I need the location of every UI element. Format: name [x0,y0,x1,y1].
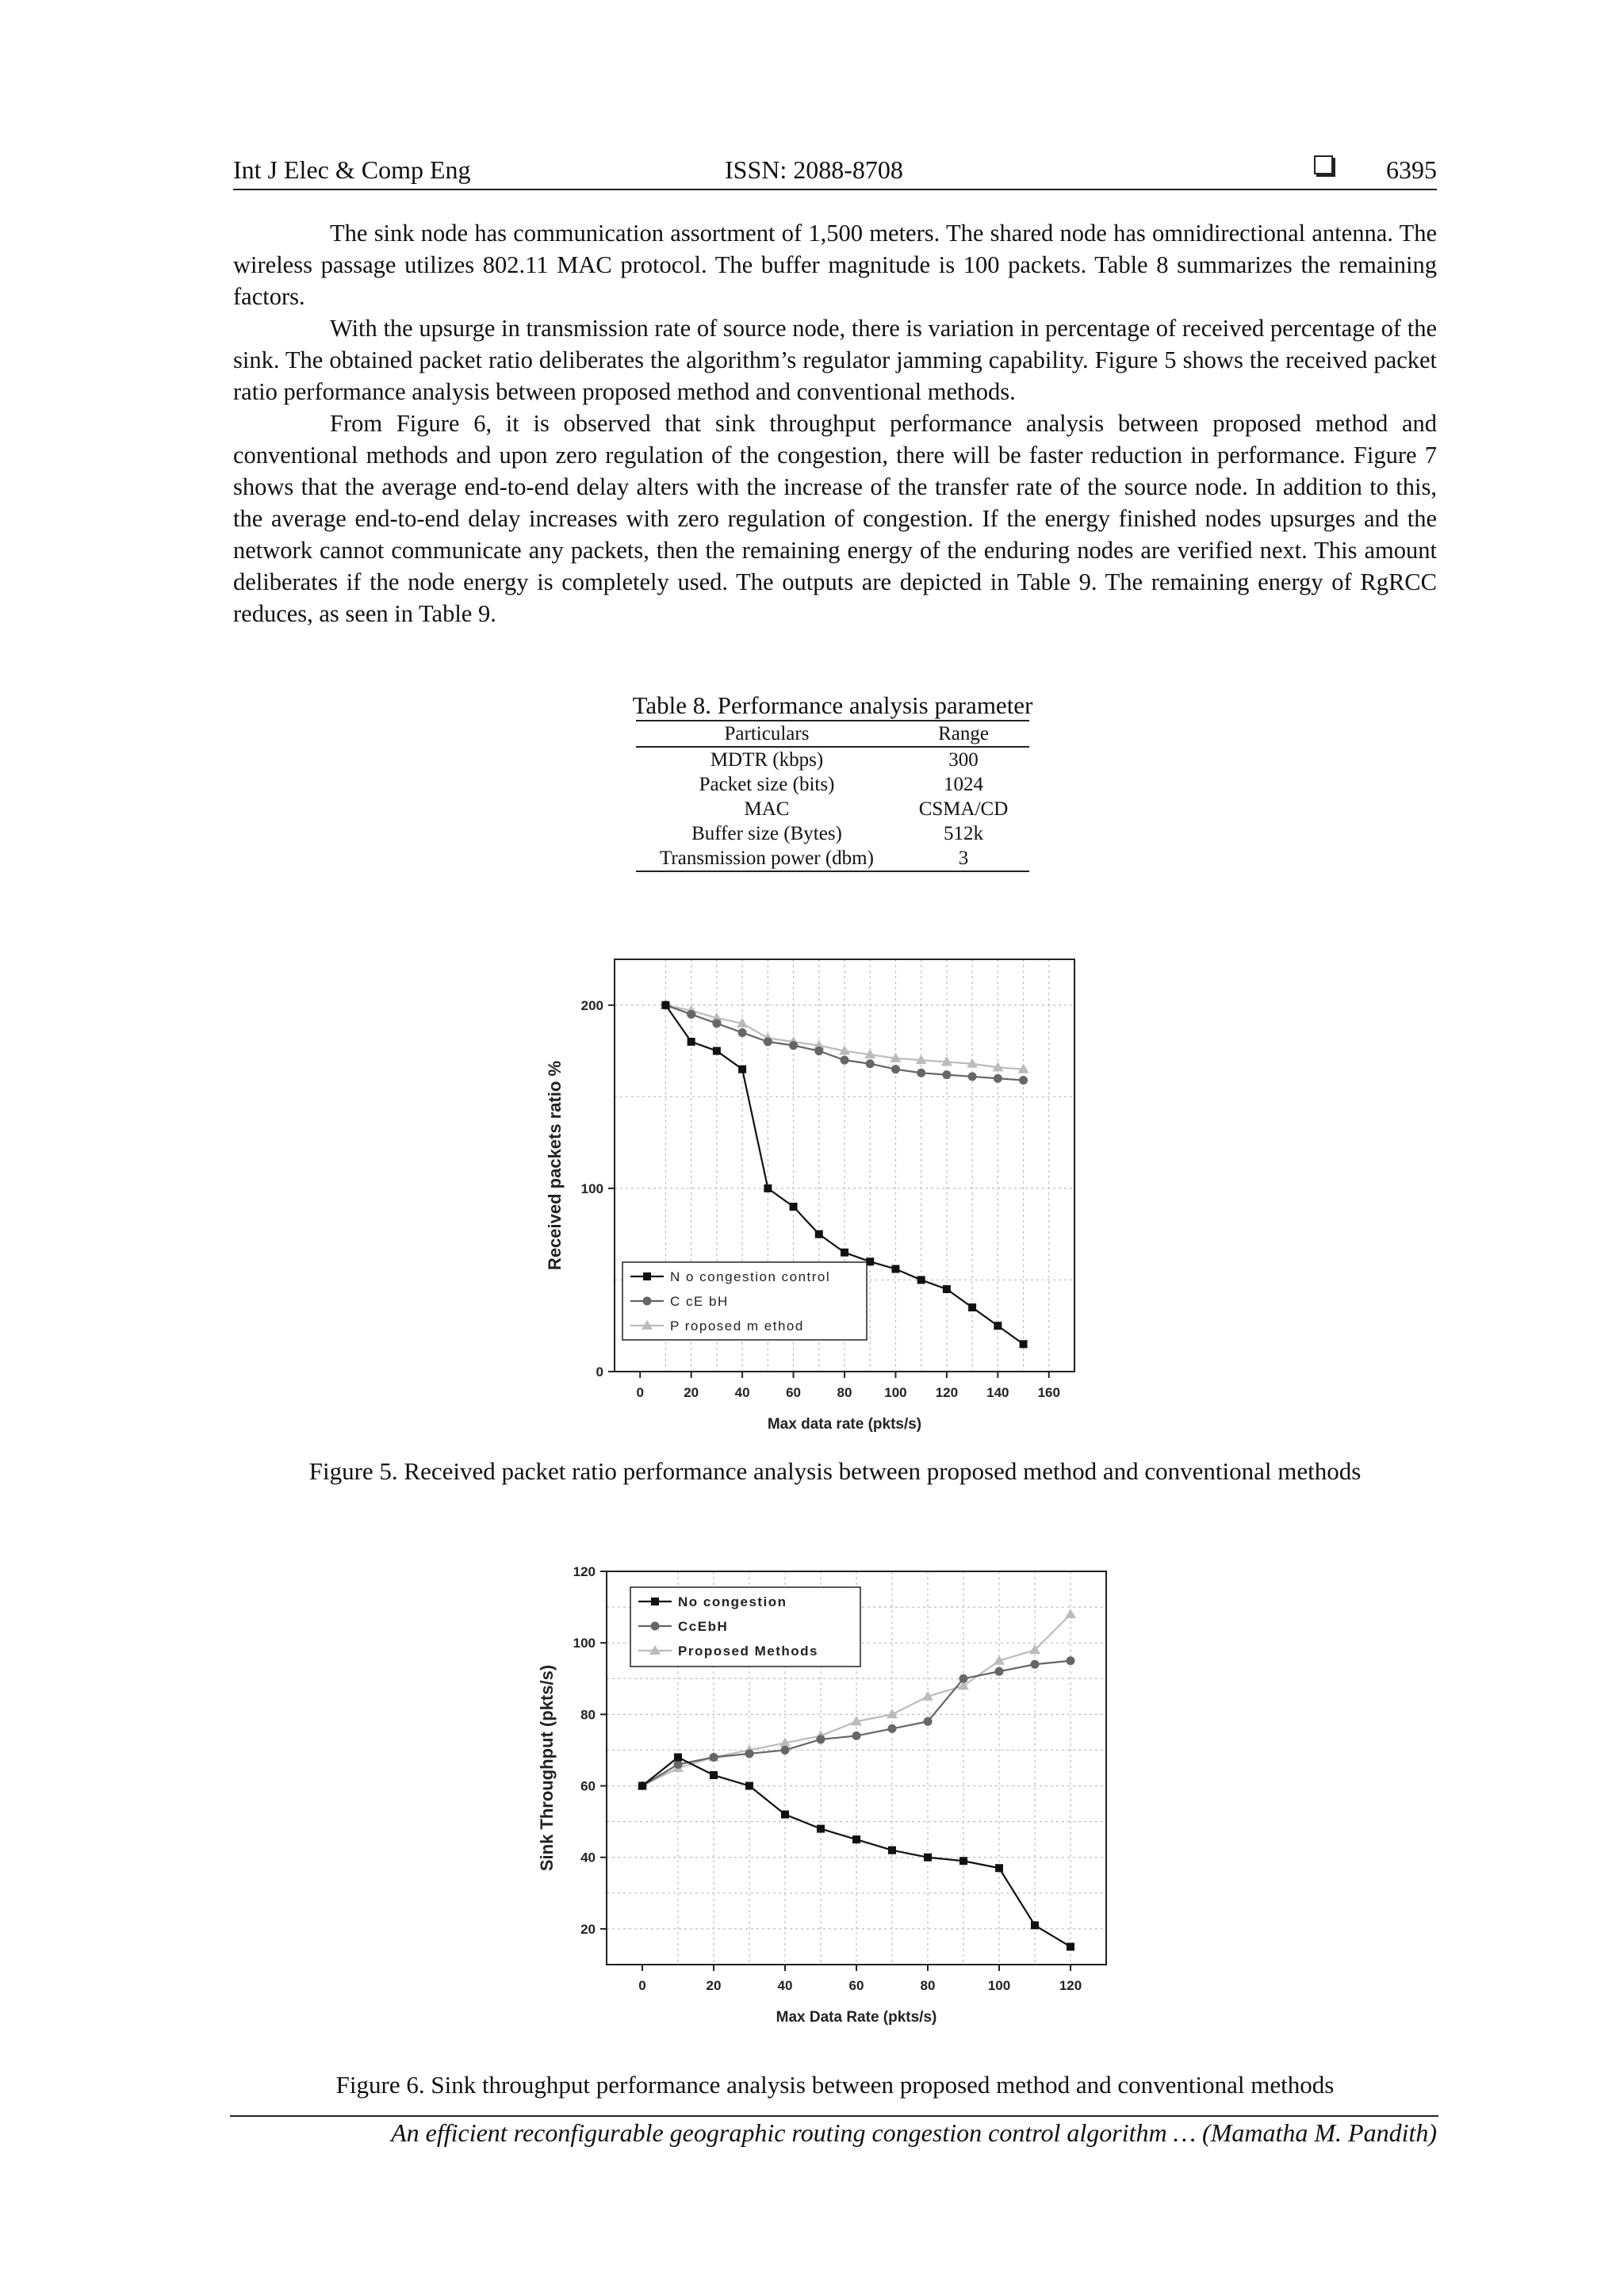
table-8 [611,691,1055,872]
data-point [738,1028,747,1037]
table-cell: 300 [948,749,979,771]
figure-6-chart [508,1546,1142,2053]
data-point [745,1782,753,1790]
data-point [968,1303,976,1311]
data-point [745,1749,754,1758]
data-point [943,1285,951,1293]
legend-marker [651,1598,659,1605]
data-point [888,1846,896,1854]
table-row [636,821,1029,846]
data-point [790,1203,798,1211]
table-cell: Transmission power (dbm) [636,846,898,871]
y-tick-label: 20 [580,1921,596,1937]
data-point [852,1835,860,1843]
y-tick-label: 100 [580,1181,603,1196]
data-point [674,1760,683,1769]
table-cell: MAC [744,798,790,820]
x-tick-label: 80 [920,1978,936,1993]
x-tick-label: 120 [935,1385,959,1400]
table-row [636,772,1029,797]
data-point [789,1041,798,1050]
data-point [781,1811,789,1819]
issn: ISSN: 2088-8708 [725,155,903,184]
table-header-row [636,721,1029,747]
data-point [841,1056,849,1065]
legend-label: P roposed m ethod [670,1318,804,1334]
y-tick-label: 40 [580,1850,596,1866]
figure-6-caption: Figure 6. Sink throughput performance analysis between proposed method and conventional methods [335,2071,1335,2099]
data-point [674,1753,682,1761]
table-cell: 3 [898,846,1029,871]
body-text [233,217,1437,629]
x-tick-label: 100 [884,1385,907,1400]
table-caption: Table 8. Performance analysis parameter [632,691,1033,719]
x-tick-label: 100 [987,1978,1011,1993]
data-point [887,1709,898,1718]
data-point [764,1184,772,1192]
data-point [764,1038,772,1047]
data-point [891,1265,899,1273]
data-point [995,1667,1004,1676]
legend-marker [643,1297,652,1306]
data-point [710,1771,718,1779]
x-tick-label: 20 [684,1385,699,1400]
legend-label: C cE bH [670,1294,729,1309]
data-point [814,1047,823,1055]
data-point [852,1732,861,1740]
table-cell: Buffer size (Bytes) [691,823,842,844]
x-axis-label: Max data rate (pkts/s) [767,1416,922,1433]
data-point [710,1753,718,1762]
legend-label: Proposed Methods [678,1644,819,1659]
data-point [917,1069,925,1077]
table-cell: 512k [944,823,983,844]
x-tick-label: 120 [1059,1978,1082,1993]
page-number: 6395 [1386,155,1437,184]
y-axis-label: Sink Throughput (pkts/s) [537,1664,557,1872]
data-point [1067,1656,1075,1665]
data-point [817,1735,825,1743]
data-point [638,1782,646,1790]
table-cell: CSMA/CD [918,798,1009,820]
data-point [917,1276,925,1284]
y-tick-label: 0 [596,1364,603,1380]
data-point [888,1724,897,1733]
table-cell: MDTR (kbps) [710,749,824,771]
data-point [924,1854,932,1862]
data-point [994,1322,1002,1330]
x-tick-label: 40 [734,1385,750,1400]
parameter-table [636,720,1029,872]
x-tick-label: 60 [848,1978,864,1993]
table-cell: 1024 [944,774,983,795]
y-axis-label: Received packets ratio % [545,1060,565,1271]
x-axis-label: Max Data Rate (pkts/s) [776,2009,937,2026]
data-point [994,1074,1002,1083]
x-tick-label: 140 [986,1385,1009,1400]
data-point [815,1230,823,1238]
data-point [924,1717,933,1726]
table-cell: Packet size (bits) [699,774,835,795]
data-point [661,1001,669,1009]
data-point [959,1674,968,1683]
page-footer: An efficient reconfigurable geographic routing congestion control algorithm … (Mamatha M. Pandith) [391,2118,1437,2147]
data-point [968,1072,977,1081]
data-point [841,1249,848,1257]
data-point [959,1857,967,1865]
data-point [1031,1660,1040,1669]
checkbox-glyph-icon [1314,155,1333,174]
data-point [995,1864,1003,1872]
legend-marker [651,1622,660,1631]
data-point [687,1010,695,1019]
legend-label: CcEbH [678,1619,729,1634]
y-tick-label: 80 [580,1707,596,1723]
page-header [233,155,1437,190]
y-tick-label: 100 [573,1636,596,1651]
data-point [1065,1609,1076,1618]
figure-5-chart [508,936,1142,1443]
figure-5-caption: Figure 5. Received packet ratio performance analysis between proposed method and conventional methods [308,1457,1362,1485]
paragraph: From Figure 6, it is observed that sink throughput performance analysis between proposed method and conventional methods and upon zero regulation of the congestion, there will be faster reduction in performance. Figure 7 shows that the average end-to-end delay alters with the increase of the transfer rate of the source node. In addition to this, the average end-to-end delay increases with zero regulation of congestion. If the energy finished nodes upsurges and the network cannot communicate any packets, then the remaining energy of the enduring nodes are verified next. This amount deliberates if the node energy is completely used. The outputs are depicted in Table 9. The remaining energy of RgRCC reduces, as seen in Table 9. [233,410,1437,627]
data-point [1019,1076,1028,1085]
legend-label: N o congestion control [670,1269,831,1284]
legend-label: No congestion [678,1594,787,1609]
x-tick-label: 80 [837,1385,852,1400]
y-tick-label: 120 [573,1564,596,1579]
footer-rule [230,2115,1438,2117]
paragraph: With the upsurge in transmission rate of source node, there is variation in percentage of received percentage of the sink. The obtained packet ratio deliberates the algorithm’s regulator jamming capability. Figure 5 shows the received packet ratio performance analysis between proposed method and conventional methods. [233,315,1437,405]
legend-marker [643,1272,651,1280]
table-row [636,846,1029,871]
y-tick-label: 60 [580,1778,596,1794]
data-point [1020,1340,1028,1348]
data-point [738,1066,746,1073]
paragraph: The sink node has communication assortment of 1,500 meters. The shared node has omnidirectional antenna. The wireless passage utilizes 802.11 MAC protocol. The buffer magnitude is 100 packets. Table 8 summarizes the remaining factors. [233,220,1437,310]
data-point [713,1047,721,1055]
column-header: Range [898,721,1029,747]
data-point [1031,1921,1039,1929]
table-row [636,747,1029,772]
data-point [866,1059,875,1068]
x-tick-label: 0 [638,1978,646,1993]
y-tick-label: 200 [580,997,603,1013]
x-tick-label: 40 [777,1978,793,1993]
data-point [891,1065,900,1073]
data-point [781,1746,790,1755]
data-point [817,1825,825,1833]
x-tick-label: 0 [636,1385,644,1400]
x-tick-label: 60 [786,1385,802,1400]
column-header: Particulars [636,721,898,747]
x-tick-label: 160 [1037,1385,1060,1400]
table-row [636,797,1029,821]
x-tick-label: 20 [706,1978,722,1993]
data-point [712,1019,721,1027]
data-point [1067,1942,1074,1950]
data-point [688,1038,695,1046]
data-point [942,1070,951,1079]
journal-name: Int J Elec & Comp Eng [233,155,471,184]
